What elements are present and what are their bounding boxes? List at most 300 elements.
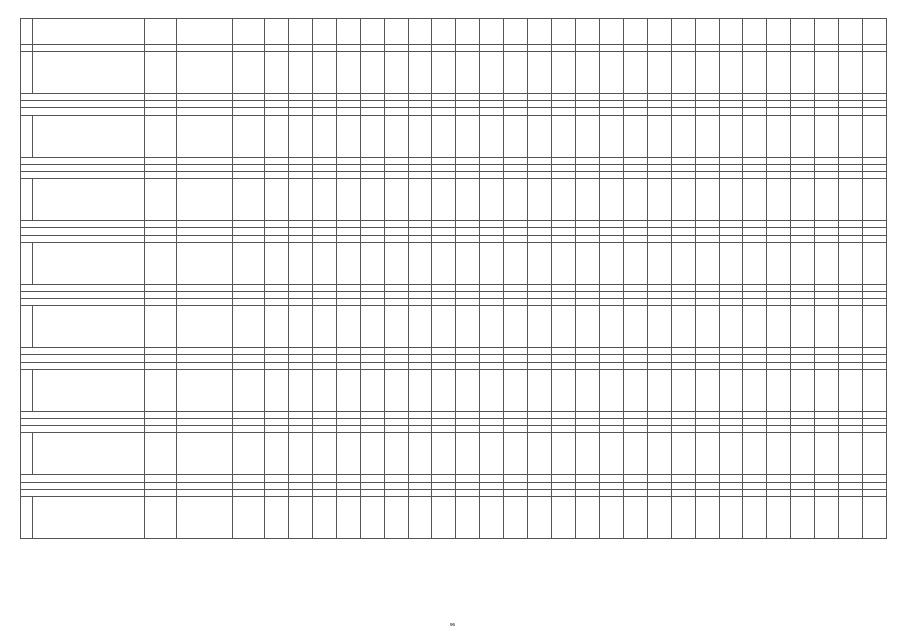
header-cell bbox=[528, 19, 552, 45]
value-cell bbox=[575, 299, 599, 306]
value-cell bbox=[815, 426, 839, 433]
value-cell bbox=[791, 52, 815, 94]
row-number bbox=[21, 52, 33, 94]
value-cell bbox=[815, 355, 839, 362]
value-cell bbox=[265, 115, 289, 157]
value-cell bbox=[177, 284, 233, 291]
value-cell bbox=[719, 299, 743, 306]
funding-subrow bbox=[21, 221, 887, 228]
value-cell bbox=[504, 164, 528, 171]
value-cell bbox=[695, 355, 719, 362]
header-cell bbox=[839, 19, 863, 45]
value-cell bbox=[456, 419, 480, 426]
value-cell bbox=[575, 489, 599, 496]
value-cell bbox=[647, 284, 671, 291]
column-index-cell bbox=[599, 45, 623, 52]
value-cell bbox=[336, 362, 360, 369]
value-cell bbox=[623, 171, 647, 178]
value-cell bbox=[791, 362, 815, 369]
value-cell bbox=[408, 433, 432, 475]
column-index-cell bbox=[21, 45, 33, 52]
value-cell bbox=[384, 101, 408, 108]
value-cell bbox=[336, 299, 360, 306]
value-cell bbox=[839, 419, 863, 426]
value-cell bbox=[671, 157, 695, 164]
value-cell bbox=[336, 171, 360, 178]
value-cell bbox=[432, 355, 456, 362]
object-description bbox=[177, 496, 233, 538]
value-cell bbox=[288, 221, 312, 228]
value-cell bbox=[233, 108, 265, 115]
value-cell bbox=[695, 228, 719, 235]
header-cell bbox=[456, 19, 480, 45]
value-cell bbox=[815, 115, 839, 157]
value-cell bbox=[177, 228, 233, 235]
value-cell bbox=[480, 411, 504, 418]
value-cell bbox=[528, 433, 552, 475]
value-cell bbox=[767, 291, 791, 298]
funding-subrow bbox=[21, 164, 887, 171]
value-cell bbox=[312, 242, 336, 284]
funding-source-label bbox=[21, 171, 145, 178]
value-cell bbox=[432, 115, 456, 157]
value-cell bbox=[408, 348, 432, 355]
value-cell bbox=[623, 489, 647, 496]
value-cell bbox=[432, 496, 456, 538]
value-cell bbox=[432, 482, 456, 489]
value-cell bbox=[743, 475, 767, 482]
value-cell bbox=[265, 179, 289, 221]
value-cell bbox=[719, 235, 743, 242]
value-cell bbox=[265, 496, 289, 538]
value-cell bbox=[480, 419, 504, 426]
value-cell bbox=[671, 306, 695, 348]
value-cell bbox=[432, 284, 456, 291]
value-cell bbox=[432, 419, 456, 426]
value-cell bbox=[791, 108, 815, 115]
value-cell bbox=[265, 291, 289, 298]
value-cell bbox=[743, 171, 767, 178]
value-cell bbox=[671, 419, 695, 426]
value-cell bbox=[480, 291, 504, 298]
value-cell bbox=[767, 419, 791, 426]
value-cell bbox=[647, 482, 671, 489]
value-cell bbox=[839, 115, 863, 157]
value-cell bbox=[647, 94, 671, 101]
value-cell bbox=[815, 419, 839, 426]
row-number bbox=[21, 242, 33, 284]
value-cell bbox=[767, 482, 791, 489]
column-index-cell bbox=[839, 45, 863, 52]
value-cell bbox=[791, 411, 815, 418]
value-cell bbox=[647, 242, 671, 284]
value-cell bbox=[815, 299, 839, 306]
value-cell bbox=[528, 355, 552, 362]
value-cell bbox=[791, 228, 815, 235]
value-cell bbox=[384, 52, 408, 94]
header-cell bbox=[504, 19, 528, 45]
value-cell bbox=[177, 482, 233, 489]
value-cell bbox=[288, 52, 312, 94]
value-cell bbox=[265, 164, 289, 171]
table-row bbox=[21, 369, 887, 411]
value-cell bbox=[360, 228, 384, 235]
value-cell bbox=[177, 426, 233, 433]
value-cell bbox=[504, 475, 528, 482]
value-cell bbox=[767, 489, 791, 496]
value-cell bbox=[336, 101, 360, 108]
value-cell bbox=[408, 179, 432, 221]
value-cell bbox=[743, 115, 767, 157]
value-cell bbox=[265, 52, 289, 94]
value-cell bbox=[528, 369, 552, 411]
value-cell bbox=[863, 306, 887, 348]
value-cell bbox=[719, 475, 743, 482]
value-cell bbox=[360, 52, 384, 94]
value-cell bbox=[863, 164, 887, 171]
value-cell bbox=[791, 171, 815, 178]
value-cell bbox=[408, 284, 432, 291]
value-cell bbox=[312, 171, 336, 178]
value-cell bbox=[480, 52, 504, 94]
value-cell bbox=[233, 489, 265, 496]
value-cell bbox=[552, 157, 576, 164]
value-cell bbox=[671, 355, 695, 362]
value-cell bbox=[177, 475, 233, 482]
value-cell bbox=[312, 94, 336, 101]
header-cell bbox=[815, 19, 839, 45]
value-cell bbox=[575, 228, 599, 235]
column-index-cell bbox=[312, 45, 336, 52]
value-cell bbox=[839, 411, 863, 418]
value-cell bbox=[408, 108, 432, 115]
value-cell bbox=[671, 299, 695, 306]
value-cell bbox=[719, 108, 743, 115]
column-index-cell bbox=[177, 45, 233, 52]
value-cell bbox=[791, 482, 815, 489]
value-cell bbox=[504, 94, 528, 101]
value-cell bbox=[863, 362, 887, 369]
value-cell bbox=[528, 284, 552, 291]
header-cell bbox=[767, 19, 791, 45]
value-cell bbox=[336, 496, 360, 538]
value-cell bbox=[815, 101, 839, 108]
value-cell bbox=[599, 482, 623, 489]
value-cell bbox=[743, 242, 767, 284]
program-name bbox=[33, 52, 145, 94]
value-cell bbox=[647, 433, 671, 475]
value-cell bbox=[480, 299, 504, 306]
value-cell bbox=[791, 426, 815, 433]
value-cell bbox=[815, 362, 839, 369]
header-cell bbox=[671, 19, 695, 45]
value-cell bbox=[599, 235, 623, 242]
table-row bbox=[21, 179, 887, 221]
value-cell bbox=[791, 291, 815, 298]
header-cell bbox=[33, 19, 145, 45]
value-cell bbox=[480, 235, 504, 242]
value-cell bbox=[743, 489, 767, 496]
value-cell bbox=[504, 157, 528, 164]
value-cell bbox=[599, 475, 623, 482]
value-cell bbox=[623, 179, 647, 221]
value-cell bbox=[767, 496, 791, 538]
funding-source-label bbox=[21, 235, 145, 242]
value-cell bbox=[743, 101, 767, 108]
value-cell bbox=[288, 355, 312, 362]
value-cell bbox=[456, 482, 480, 489]
funding-subrow bbox=[21, 228, 887, 235]
value-cell bbox=[791, 489, 815, 496]
value-cell bbox=[863, 482, 887, 489]
value-cell bbox=[575, 306, 599, 348]
value-cell bbox=[233, 355, 265, 362]
value-cell bbox=[839, 228, 863, 235]
value-cell bbox=[233, 228, 265, 235]
grbs-cell bbox=[233, 306, 265, 348]
value-cell bbox=[177, 411, 233, 418]
value-cell bbox=[504, 369, 528, 411]
header-cell bbox=[336, 19, 360, 45]
value-cell bbox=[456, 108, 480, 115]
value-cell bbox=[623, 496, 647, 538]
value-cell bbox=[360, 242, 384, 284]
value-cell bbox=[528, 179, 552, 221]
value-cell bbox=[360, 482, 384, 489]
value-cell bbox=[647, 411, 671, 418]
value-cell bbox=[233, 482, 265, 489]
value-cell bbox=[695, 348, 719, 355]
value-cell bbox=[671, 94, 695, 101]
value-cell bbox=[743, 411, 767, 418]
value-cell bbox=[552, 291, 576, 298]
value-cell bbox=[695, 284, 719, 291]
value-cell bbox=[288, 426, 312, 433]
value-cell bbox=[647, 157, 671, 164]
value-cell bbox=[623, 482, 647, 489]
column-index-cell bbox=[33, 45, 145, 52]
value-cell bbox=[432, 411, 456, 418]
value-cell bbox=[647, 348, 671, 355]
value-cell bbox=[504, 411, 528, 418]
value-cell bbox=[384, 108, 408, 115]
value-cell bbox=[336, 115, 360, 157]
value-cell bbox=[177, 108, 233, 115]
value-cell bbox=[432, 291, 456, 298]
value-cell bbox=[863, 171, 887, 178]
value-cell bbox=[671, 242, 695, 284]
value-cell bbox=[671, 369, 695, 411]
value-cell bbox=[863, 284, 887, 291]
funding-subrow bbox=[21, 426, 887, 433]
value-cell bbox=[360, 221, 384, 228]
header-cell bbox=[719, 19, 743, 45]
value-cell bbox=[432, 221, 456, 228]
value-cell bbox=[839, 348, 863, 355]
value-cell bbox=[719, 242, 743, 284]
value-cell bbox=[863, 419, 887, 426]
value-cell bbox=[480, 115, 504, 157]
value-cell bbox=[336, 108, 360, 115]
value-cell bbox=[233, 94, 265, 101]
value-cell bbox=[599, 52, 623, 94]
value-cell bbox=[575, 157, 599, 164]
value-cell bbox=[408, 171, 432, 178]
value-cell bbox=[480, 475, 504, 482]
value-cell bbox=[719, 306, 743, 348]
value-cell bbox=[815, 235, 839, 242]
value-cell bbox=[384, 369, 408, 411]
value-cell bbox=[384, 284, 408, 291]
value-cell bbox=[288, 348, 312, 355]
value-cell bbox=[504, 52, 528, 94]
header-cell bbox=[432, 19, 456, 45]
value-cell bbox=[233, 419, 265, 426]
value-cell bbox=[528, 164, 552, 171]
header-cell bbox=[575, 19, 599, 45]
value-cell bbox=[360, 419, 384, 426]
value-cell bbox=[360, 179, 384, 221]
value-cell bbox=[408, 221, 432, 228]
value-cell bbox=[384, 94, 408, 101]
value-cell bbox=[145, 362, 177, 369]
value-cell bbox=[408, 419, 432, 426]
value-cell bbox=[360, 348, 384, 355]
value-cell bbox=[743, 94, 767, 101]
value-cell bbox=[719, 101, 743, 108]
value-cell bbox=[456, 235, 480, 242]
value-cell bbox=[599, 157, 623, 164]
value-cell bbox=[671, 426, 695, 433]
value-cell bbox=[791, 235, 815, 242]
value-cell bbox=[456, 475, 480, 482]
value-cell bbox=[599, 291, 623, 298]
funding-source-label bbox=[21, 94, 145, 101]
value-cell bbox=[863, 101, 887, 108]
value-cell bbox=[671, 475, 695, 482]
value-cell bbox=[432, 489, 456, 496]
value-cell bbox=[265, 369, 289, 411]
value-cell bbox=[432, 228, 456, 235]
value-cell bbox=[336, 94, 360, 101]
grbs-cell bbox=[233, 179, 265, 221]
value-cell bbox=[623, 157, 647, 164]
funding-subrow bbox=[21, 108, 887, 115]
value-cell bbox=[695, 369, 719, 411]
value-cell bbox=[145, 94, 177, 101]
value-cell bbox=[863, 94, 887, 101]
funding-subrow bbox=[21, 489, 887, 496]
value-cell bbox=[288, 419, 312, 426]
value-cell bbox=[599, 101, 623, 108]
value-cell bbox=[791, 115, 815, 157]
value-cell bbox=[384, 362, 408, 369]
header-cell bbox=[312, 19, 336, 45]
value-cell bbox=[265, 284, 289, 291]
value-cell bbox=[408, 482, 432, 489]
value-cell bbox=[743, 284, 767, 291]
table-row bbox=[21, 433, 887, 475]
value-cell bbox=[599, 348, 623, 355]
value-cell bbox=[145, 419, 177, 426]
value-cell bbox=[312, 426, 336, 433]
value-cell bbox=[288, 299, 312, 306]
value-cell bbox=[265, 411, 289, 418]
value-cell bbox=[312, 235, 336, 242]
column-index-cell bbox=[552, 45, 576, 52]
table-header-row bbox=[21, 19, 887, 45]
funding-source-label bbox=[21, 482, 145, 489]
value-cell bbox=[265, 489, 289, 496]
value-cell bbox=[623, 411, 647, 418]
program-name bbox=[33, 306, 145, 348]
value-cell bbox=[504, 171, 528, 178]
value-cell bbox=[504, 419, 528, 426]
value-cell bbox=[839, 179, 863, 221]
value-cell bbox=[719, 426, 743, 433]
value-cell bbox=[504, 348, 528, 355]
value-cell bbox=[743, 108, 767, 115]
value-cell bbox=[552, 433, 576, 475]
value-cell bbox=[233, 291, 265, 298]
value-cell bbox=[791, 242, 815, 284]
value-cell bbox=[623, 221, 647, 228]
value-cell bbox=[432, 306, 456, 348]
value-cell bbox=[647, 426, 671, 433]
value-cell bbox=[336, 482, 360, 489]
value-cell bbox=[767, 94, 791, 101]
value-cell bbox=[528, 489, 552, 496]
value-cell bbox=[384, 411, 408, 418]
funding-source-label bbox=[21, 157, 145, 164]
program-name bbox=[33, 115, 145, 157]
value-cell bbox=[336, 369, 360, 411]
value-cell bbox=[384, 348, 408, 355]
value-cell bbox=[839, 291, 863, 298]
value-cell bbox=[863, 475, 887, 482]
value-cell bbox=[408, 411, 432, 418]
value-cell bbox=[480, 284, 504, 291]
value-cell bbox=[480, 482, 504, 489]
value-cell bbox=[265, 482, 289, 489]
value-cell bbox=[599, 108, 623, 115]
value-cell bbox=[288, 475, 312, 482]
header-cell bbox=[623, 19, 647, 45]
value-cell bbox=[815, 306, 839, 348]
value-cell bbox=[384, 306, 408, 348]
value-cell bbox=[312, 433, 336, 475]
value-cell bbox=[552, 52, 576, 94]
value-cell bbox=[265, 426, 289, 433]
value-cell bbox=[695, 496, 719, 538]
value-cell bbox=[432, 235, 456, 242]
value-cell bbox=[767, 115, 791, 157]
value-cell bbox=[233, 426, 265, 433]
value-cell bbox=[480, 369, 504, 411]
value-cell bbox=[360, 157, 384, 164]
value-cell bbox=[552, 411, 576, 418]
value-cell bbox=[767, 475, 791, 482]
value-cell bbox=[839, 299, 863, 306]
value-cell bbox=[599, 299, 623, 306]
value-cell bbox=[432, 52, 456, 94]
value-cell bbox=[863, 221, 887, 228]
value-cell bbox=[145, 355, 177, 362]
value-cell bbox=[336, 284, 360, 291]
value-cell bbox=[671, 284, 695, 291]
value-cell bbox=[815, 284, 839, 291]
value-cell bbox=[719, 228, 743, 235]
